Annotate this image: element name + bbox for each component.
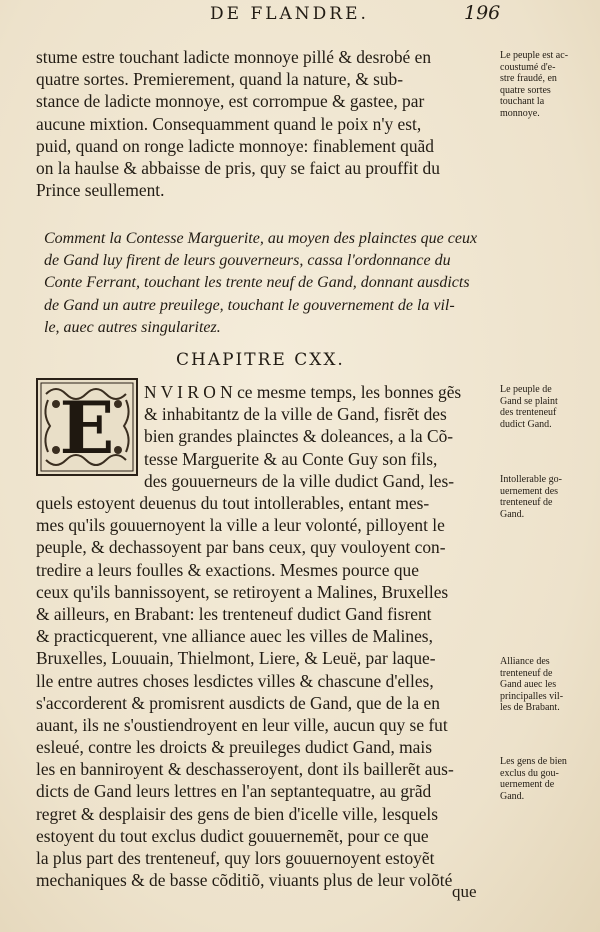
text-line: quatre sortes. Premierement, quand la nature, & sub- bbox=[36, 69, 404, 90]
text-line: Prince seullement. bbox=[36, 180, 165, 201]
text-line: on la haulse & abbaisse de pris, quy se faict au prouffit du bbox=[36, 157, 440, 178]
folio-number: 196 bbox=[464, 2, 501, 24]
text-line: regret & desplaisir des gens de bien d'icelle ville, lesquels bbox=[36, 803, 439, 824]
margin-line: coustumé d'e- bbox=[500, 61, 556, 73]
text-line: auant, ils ne s'oustiendroyent en leur ville, aucun quy se fut bbox=[36, 714, 448, 735]
margin-line: uernement des bbox=[500, 485, 559, 497]
running-head: DE FLANDRE. bbox=[210, 4, 369, 24]
margin-note-4 bbox=[500, 656, 592, 714]
text-line: s'accorderent & promisrent ausdicts de Gand, que de la en bbox=[36, 692, 440, 713]
chapter-summary bbox=[44, 228, 496, 339]
text-line: aucune mixtion. Consequamment quand le poix n'y est, bbox=[36, 113, 422, 134]
margin-line: Gand se plaint bbox=[500, 395, 558, 407]
text-line: & practicquerent, vne alliance auec les villes de Malines, bbox=[36, 626, 433, 647]
margin-line: les de Brabant. bbox=[500, 702, 560, 714]
margin-line: touchant la bbox=[500, 96, 545, 108]
text-line: stume estre touchant ladicte monnoye pillé & desrobé en bbox=[36, 47, 432, 67]
margin-line: Les gens de bien bbox=[500, 756, 567, 767]
text-line: estoyent du tout exclus dudict gouuernemẽt, pour ce que bbox=[36, 825, 429, 846]
paragraph-1 bbox=[36, 46, 494, 201]
text-line: & inhabitantz de la ville de Gand, fisrẽt des bbox=[144, 404, 447, 425]
text-line: stance de ladicte monnoye, est corrompue & gastee, par bbox=[36, 91, 425, 112]
text-line: esleué, contre les droicts & preuileges dudict Gand, mais bbox=[36, 737, 433, 758]
text-line: quels estoyent deuenus du tout intollerables, entant mes- bbox=[36, 493, 430, 513]
margin-note-1 bbox=[500, 50, 592, 120]
margin-line: exclus du gou- bbox=[500, 767, 559, 779]
text-line: tesse Marguerite & au Conte Guy son fils, bbox=[144, 448, 438, 469]
text-line: N V I R O N ce mesme temps, les bonnes gẽs bbox=[144, 382, 462, 402]
margin-line: Le peuple est ac- bbox=[500, 50, 569, 61]
margin-line: Gand. bbox=[500, 508, 525, 520]
text-line: des gouuerneurs de la ville dudict Gand, les- bbox=[144, 470, 455, 491]
margin-line: quatre sortes bbox=[500, 84, 551, 96]
summary-line: le, auec autres singularitez. bbox=[44, 318, 221, 336]
margin-line: Alliance des bbox=[500, 656, 550, 667]
margin-line: trenteneuf de bbox=[500, 497, 553, 509]
text-line: & ailleurs, en Brabant: les trenteneuf dudict Gand fisrent bbox=[36, 603, 432, 624]
margin-line: principalles vil- bbox=[500, 690, 564, 702]
summary-line: Comment la Contesse Marguerite, au moyen des plainctes que ceux bbox=[44, 230, 478, 247]
page-header bbox=[0, 4, 600, 34]
margin-line: Le peuple de bbox=[500, 384, 552, 395]
text-line: ceux qu'ils bannissoyent, se retiroyent a Malines, Bruxelles bbox=[36, 581, 449, 602]
initial-letter: E bbox=[59, 384, 115, 470]
text-line: Bruxelles, Louuain, Thielmont, Liere, & Leuë, par laque- bbox=[36, 648, 436, 669]
text-line: mechaniques & de basse cõditiõ, viuants plus de leur volõté bbox=[36, 870, 453, 891]
text-line: puid, quand on ronge ladicte monnoye: finablement quãd bbox=[36, 135, 434, 156]
text-line: dicts de Gand leurs lettres en l'an septantequatre, au grãd bbox=[36, 781, 432, 802]
margin-line: dudict Gand. bbox=[500, 418, 552, 430]
margin-note-3 bbox=[500, 474, 592, 520]
text-line: la plus part des trenteneuf, quy lors gouuernoyent estoyẽt bbox=[36, 848, 435, 868]
text-line: mes qu'ils gouuernoyent la ville a leur volonté, pilloyent le bbox=[36, 515, 445, 536]
margin-line: Gand auec les bbox=[500, 679, 557, 691]
text-line: peuple, & dechassoyent par bans ceux, quy vouloyent con- bbox=[36, 537, 446, 558]
chapter-title: CHAPITRE CXX. bbox=[176, 350, 345, 370]
summary-line: Conte Ferrant, touchant les trente neuf de Gand, donnant ausdicts bbox=[44, 274, 470, 292]
summary-line: de Gand luy firent de leurs gouverneurs, cassa l'ordonnance du bbox=[44, 252, 451, 270]
margin-line: uernement de bbox=[500, 779, 555, 791]
margin-note-2 bbox=[500, 384, 592, 430]
text-line: lle entre autres choses lesdictes villes & chascune d'elles, bbox=[36, 670, 434, 691]
margin-line: Intollerable go- bbox=[500, 474, 562, 485]
decorated-initial bbox=[36, 378, 138, 476]
text-line: bien grandes plainctes & doleances, a la Cõ- bbox=[144, 426, 454, 447]
text-line: les en banniroyent & deschasseroyent, dont ils baillerẽt aus- bbox=[36, 759, 454, 780]
summary-line: de Gand un autre preuilege, touchant le gouvernement de la vil- bbox=[44, 296, 455, 314]
text-line: tredire a leurs foulles & exactions. Mesmes pource que bbox=[36, 559, 419, 580]
margin-line: monnoye. bbox=[500, 107, 540, 119]
margin-line: des trenteneuf bbox=[500, 407, 557, 419]
margin-note-5 bbox=[500, 756, 592, 802]
indented-lines bbox=[144, 381, 494, 492]
catchword: que bbox=[452, 882, 477, 901]
margin-line: Gand. bbox=[500, 790, 525, 802]
margin-line: stre fraudé, en bbox=[500, 73, 557, 85]
body-text bbox=[36, 492, 494, 891]
margin-line: trenteneuf de bbox=[500, 667, 553, 679]
